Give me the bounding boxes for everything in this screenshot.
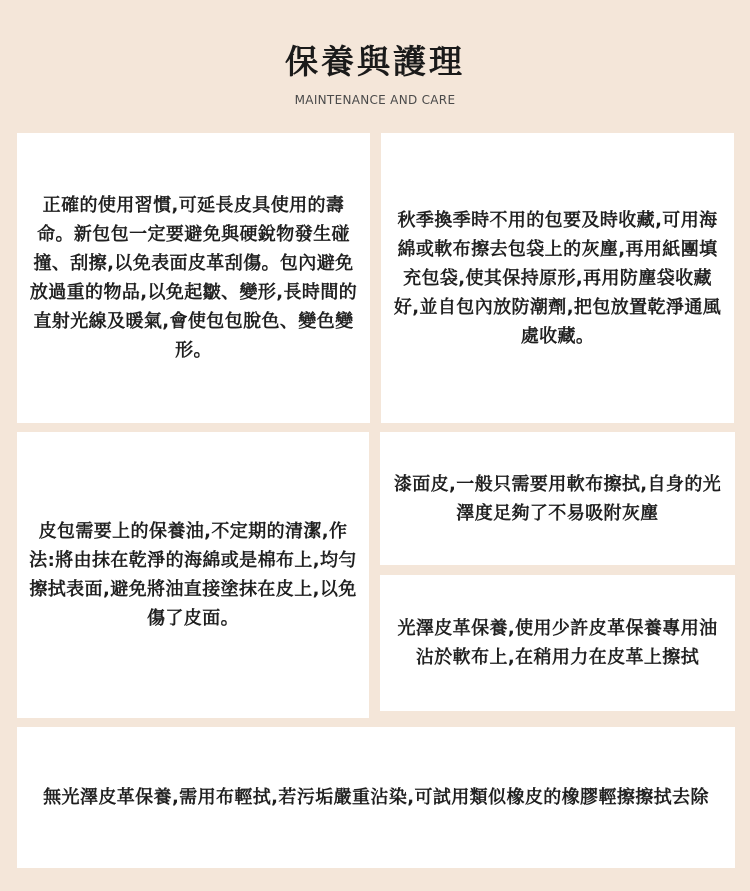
care-tip-card (380, 575, 735, 711)
care-tip-card (380, 432, 735, 565)
page-header (0, 0, 750, 118)
care-tip-card (381, 133, 734, 423)
care-tip-card (17, 432, 369, 718)
care-tip-card (17, 727, 735, 868)
page-subtitle: MAINTENANCE AND CARE (294, 93, 456, 107)
care-tip-text: 正確的使用習慣,可延長皮具使用的壽命。新包包一定要避免與硬銳物發生碰撞、刮擦,以免表面皮革刮傷。包內避免放過重的物品,以免起皺、變形,長時間的直射光線及暖氣,會使包包脫色、變色變形。 (29, 195, 358, 361)
care-tip-text: 秋季換季時不用的包要及時收藏,可用海綿或軟布擦去包袋上的灰塵,再用紙團填充包袋,使其保持原形,再用防塵袋收藏好,並自包內放防潮劑,把包放置乾淨通風處收藏。 (393, 209, 722, 347)
care-tip-text: 皮包需要上的保養油,不定期的清潔,作法:將由抹在乾淨的海綿或是棉布上,均勻擦拭表面,避免將油直接塗抹在皮上,以免傷了皮面。 (29, 521, 357, 629)
care-tip-text: 漆面皮,一般只需要用軟布擦拭,自身的光澤度足夠了不易吸附灰塵 (393, 473, 722, 524)
care-tip-card (17, 133, 370, 423)
page-title: 保養與護理 (285, 42, 465, 81)
care-tip-text: 光澤皮革保養,使用少許皮革保養專用油沾於軟布上,在稍用力在皮革上擦拭 (397, 618, 718, 668)
care-tip-text: 無光澤皮革保養,需用布輕拭,若污垢嚴重沾染,可試用類似橡皮的橡膠輕擦擦拭去除 (43, 787, 709, 808)
